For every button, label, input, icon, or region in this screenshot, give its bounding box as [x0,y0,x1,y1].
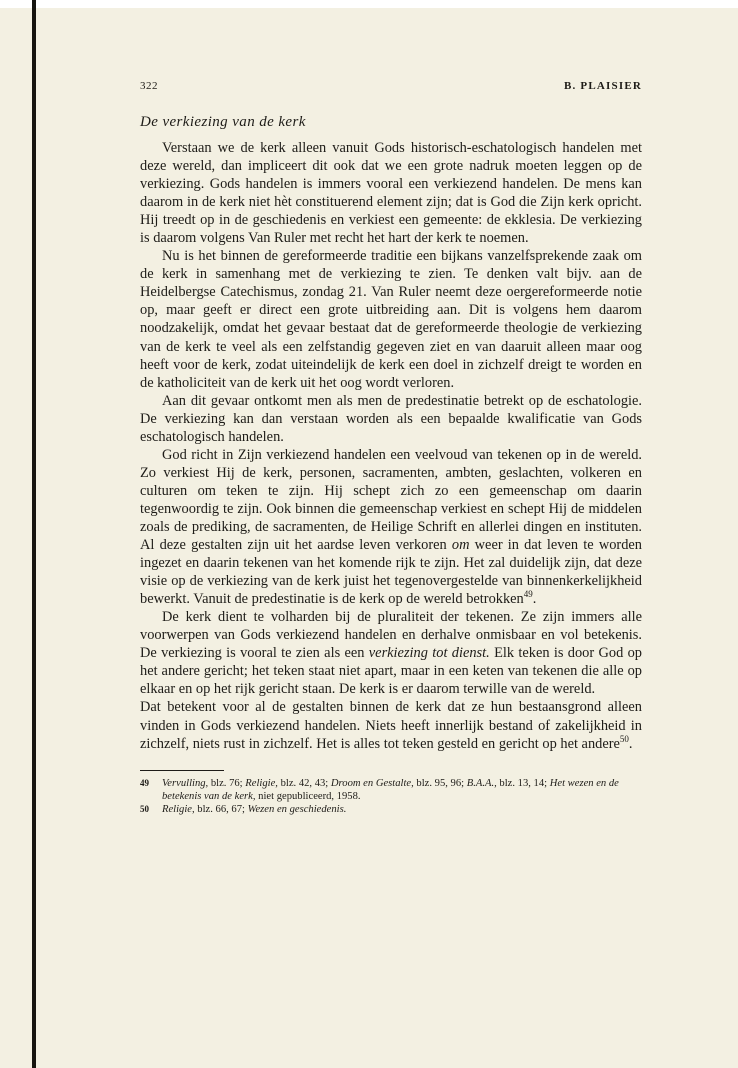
footnote-title: Vervulling, [162,777,209,789]
scan-edge-top [0,0,738,8]
body-text [140,139,642,753]
footnote-title: B.A.A., [466,777,497,789]
paragraph-4: God richt in Zijn verkiezend handelen een veelvoud van tekenen op in de wereld. Zo verkiest Hij de kerk, personen, sacramenten, ambten, geslachten, volkeren en culturen om teken te zijn. Hij schept zich zo een gemeenschap om daarin tegenwoordig te zijn. Ook binnen die gemeenschap verkiest en schept Hij de middelen zoals de prediking, de sacramenten, de Heilige Schrift en allerlei dingen en instituten. Al deze gestalten zijn uit het aardse leven verkoren om weer in dat leven te worden ingezet en daarin tekenen van het komende rijk te zijn. Het zal duidelijk zijn, dat deze visie op de verkiezing van de kerk juist het tegenovergestelde van binnenkerkelijkheid bewerkt. Vanuit de predestinatie is de kerk op de wereld betrokken$^{49}$. [140,446,642,608]
running-head [140,80,642,98]
paragraph-3: Aan dit gevaar ontkomt men als men de predestinatie betrekt op de eschatologie. De verkiezing kan dan verstaan worden als een bepaalde kwalificatie van Gods eschatologisch handelen. [140,392,642,445]
footnote-ref: 49 [523,589,533,600]
paragraph-2: Nu is het binnen de gereformeerde traditie een bijkans vanzelfsprekende zaak om de kerk in samenhang met de verkiezing te zien. Te denken valt bijv. aan de Heidelbergse Catechismus, zondag 21. Van Ruler neemt deze oergereformeerde notie op, maar geeft er direct een grote uitbreiding aan. Dit is volgens hem daarom noodzakelijk, omdat het gevaar bestaat dat de gereformeerde theologie de verkiezing van de kerk te veel als een zelfstandig gegeven ziet en van daaruit alleen maar oog heeft voor de kerk, zodat uiteindelijk de kerk een doel in zichzelf dreigt te worden en de katholiciteit van de kerk uit het oog wordt verloren. [140,248,642,391]
scan-edge-left [32,0,36,1068]
footnote-text [162,777,642,803]
footnote-50 [140,803,642,816]
emphasis: om [451,537,470,554]
footnote-ref-text: blz. 13, 14; [496,777,550,789]
footnote-49 [140,777,642,803]
footnote-ref-text: blz. 95, 96; [413,777,467,789]
paragraph-5: De kerk dient te volharden bij de pluraliteit der tekenen. Ze zijn immers alle voorwerpen van Gods verkiezend handelen en derhalve onmisbaar en vol betekenis. De verkiezing is vooral te zien als een verkiezing tot dienst. Elk teken is door God op het andere gericht; het teken staat niet apart, maar in een keten van tekenen die alle op elkaar en op het rijk gericht staan. De kerk is er daarom terwille van de wereld. [140,609,642,698]
section-title: De verkiezing van de kerk [140,114,306,130]
footnotes [140,777,642,816]
paragraph-6: Dat betekent voor al de gestalten binnen de kerk dat ze hun bestaansgrond alleen vinden in Gods verkiezend handelen. Niets heeft innerlijk bestand of zakelijkheid in zichzelf, niets rust in zichzelf. Het is alles tot teken gesteld en gericht op het andere$^{50}$. [140,699,642,752]
footnote-number: 50 [140,803,149,814]
footnote-ref: 50 [619,733,629,744]
footnote-ref-text: niet gepubliceerd, 1958. [255,790,361,802]
footnote-title: Religie, [245,777,278,789]
paragraph-1: Verstaan we de kerk alleen vanuit Gods historisch-eschatologisch handelen met deze wereld, dan impliceert dit ook dat we een grote nadruk moeten leggen op de verkiezing. Gods handelen is immers vooral een verkiezend handelen. De mens kan daarom in de kerk niet hèt constituerend element zijn; dat is God die Zijn kerk opricht. Hij treedt op in de geschiedenis en verkiest een gemeente: de ekklesia. De verkiezing is daarom volgens Van Ruler met recht het hart der kerk te noemen. [140,140,642,247]
footnote-title: Het wezen en de betekenis van de kerk, [162,777,619,802]
footnote-text [162,803,642,816]
page-number: 322 [140,80,158,92]
footnote-title: Droom en Gestalte, [330,777,414,789]
footnote-ref-text: blz. 66, 67; [194,803,248,815]
footnote-ref-text: blz. 42, 43; [277,777,331,789]
footnote-title: Wezen en geschiedenis. [247,803,347,815]
footnote-number: 49 [140,777,149,788]
book-page [140,80,642,816]
emphasis: verkiezing tot dienst. [368,645,490,662]
footnote-rule [140,770,224,771]
footnote-ref-text: blz. 76; [208,777,246,789]
footnote-title: Religie, [162,803,195,815]
running-head-author: B. PLAISIER [564,80,642,92]
